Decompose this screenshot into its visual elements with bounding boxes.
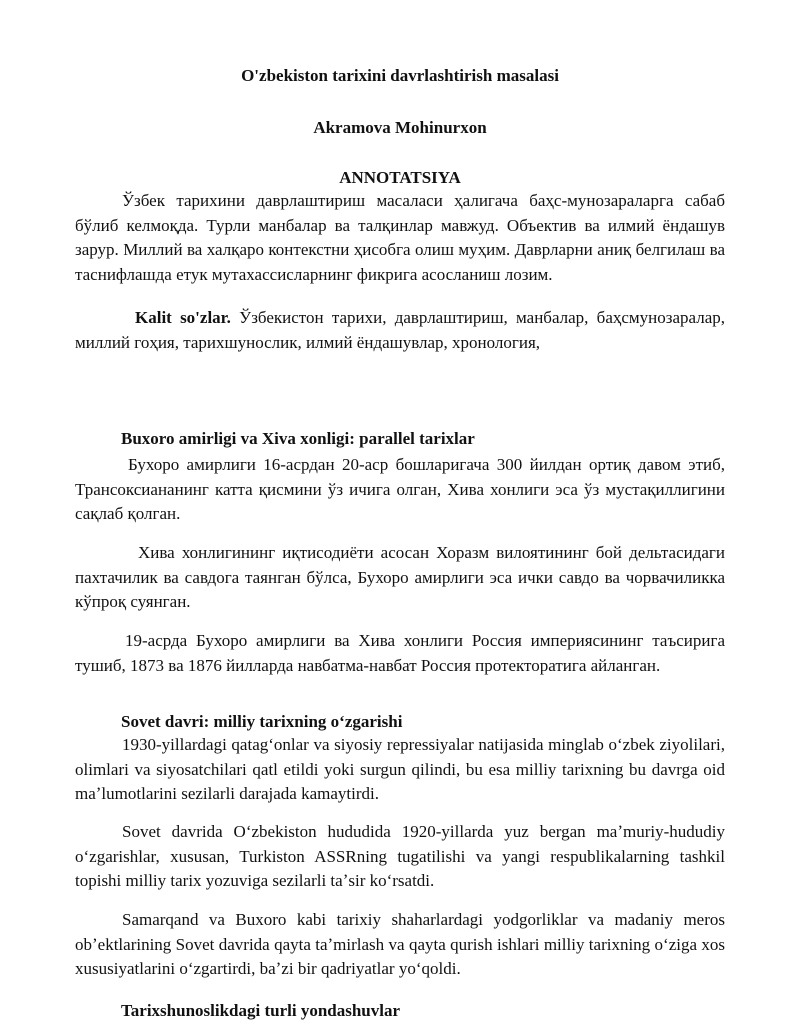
keywords-paragraph	[75, 306, 725, 355]
section-paragraph: 19-асрда Бухоро амирлиги ва Хива хонлиги Россия империясининг таъсирига тушиб, 1873 ва 1876 йилларда навбатма-навбат Россия протекторатига айланган.	[75, 631, 725, 675]
section-paragraph: 1930-yillardagi qatagʻonlar va siyosiy repressiyalar natijasida minglab oʻzbek ziyolilari, olimlari va siyosatchilari qatl etildi yoki surgun qilindi, bu esa milliy tarixning bu davrga oid maʼlumotlarini sezilarli darajada kamaytirdi.	[75, 735, 725, 803]
document-title: O'zbekiston tarixini davrlashtirish masalasi	[241, 66, 559, 85]
section-paragraph: Samarqand va Buxoro kabi tarixiy shaharlardagi yodgorliklar va madaniy meros obʼektlarining Sovet davrida qayta taʼmirlash va qayta qurish ishlari milliy tarixning oʻziga xos xususiyatlarini oʻzgartirdi, baʼzi bir qadriyatlar yoʻqoldi.	[75, 910, 725, 978]
section-paragraph: Sovet davrida Oʻzbekiston hududida 1920-yillarda yuz bergan maʼmuriy-hududiy oʻzgarishlar, xususan, Turkiston ASSRning tugatilishi va yangi respublikalarning tashkil topishi milliy tarix yozuviga sezilarli taʼsir koʻrsatdi.	[75, 822, 725, 890]
section-paragraph: Хива хонлигининг иқтисодиёти асосан Хоразм вилоятининг бой дельтасидаги пахтачилик ва савдога таянган бўлса, Бухоро амирлиги эса ички савдо ва чорвачиликка кўпроқ суянган.	[75, 543, 725, 611]
section-heading: Sovet davri: milliy tarixning oʻzgarishi	[121, 712, 403, 731]
section-paragraph: Бухоро амирлиги 16-асрдан 20-аср бошларигача 300 йилдан ортиқ давом этиб, Трансоксиананинг катта қисмини ўз ичига олган, Хива хонлиги эса ўз мустақиллигини сақлаб қолган.	[75, 455, 725, 523]
section-heading: Buxoro amirligi va Xiva xonligi: parallel tarixlar	[121, 429, 475, 448]
keywords-label: Kalit so'zlar.	[135, 308, 231, 327]
author-name: Akramova Mohinurxon	[313, 118, 487, 137]
keywords-text: Ўзбекистон тарихи, даврлаштириш, манбалар, баҳсмунозаралар, миллий гоҳия, тарихшунослик, илмий ёндашувлар, хронология,	[75, 308, 726, 352]
section-heading: Tarixshunoslikdagi turli yondashuvlar	[121, 1001, 401, 1020]
annotation-text: Ўзбек тарихини даврлаштириш масаласи ҳалигача баҳс-мунозараларга сабаб бўлиб келмоқда. Турли манбалар ва талқинлар мавжуд. Объектив ва илмий ёндашув зарур. Миллий ва халқаро контекстни ҳисобга олиш муҳим. Даврларни аниқ белгилаш ва таснифлашда етук мутахассисларнинг фикрига асосланиш лозим.	[75, 191, 725, 284]
annotation-heading: ANNOTATSIYA	[339, 168, 461, 187]
